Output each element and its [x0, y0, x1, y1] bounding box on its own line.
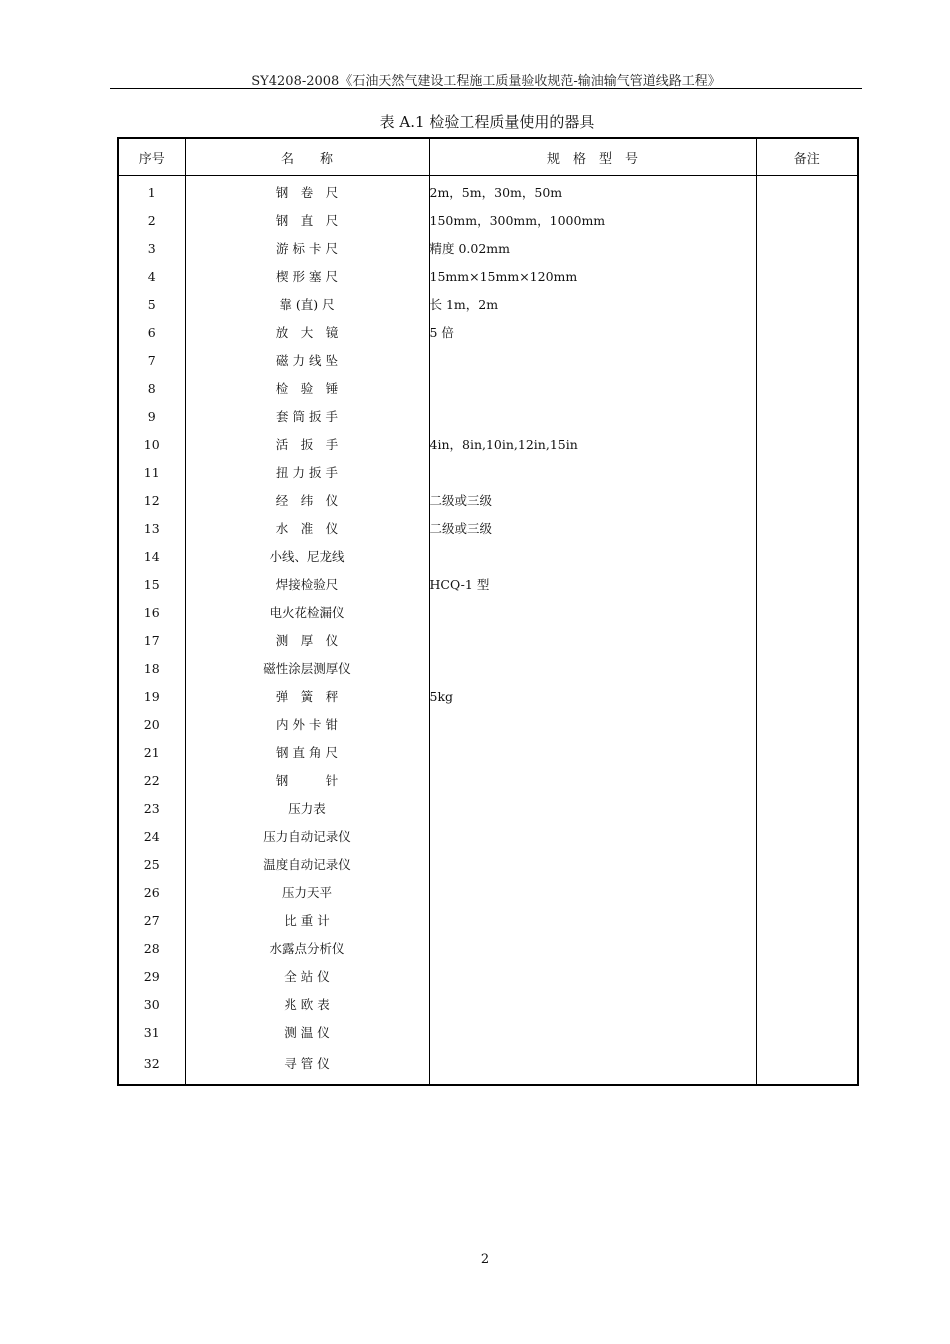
column-header-spec: 规 格 型 号 — [429, 138, 756, 176]
row-note — [756, 794, 858, 822]
row-note — [756, 598, 858, 626]
row-number: 7 — [118, 346, 185, 374]
table-row — [118, 962, 858, 990]
row-note — [756, 570, 858, 598]
instrument-name: 检 验 锤 — [185, 374, 429, 402]
instrument-spec — [429, 374, 756, 402]
row-note — [756, 934, 858, 962]
instrument-name: 全 站 仪 — [185, 962, 429, 990]
row-number: 15 — [118, 570, 185, 598]
instrument-name: 活 扳 手 — [185, 430, 429, 458]
row-note — [756, 374, 858, 402]
instrument-name: 水 准 仪 — [185, 514, 429, 542]
instrument-spec: 5 倍 — [429, 318, 756, 346]
table-body — [118, 176, 858, 1086]
row-number: 21 — [118, 738, 185, 766]
table-row — [118, 570, 858, 598]
column-header-name: 名 称 — [185, 138, 429, 176]
row-note — [756, 626, 858, 654]
instrument-name: 小线、尼龙线 — [185, 542, 429, 570]
instrument-name: 磁 力 线 坠 — [185, 346, 429, 374]
row-note — [756, 962, 858, 990]
instrument-name: 游 标 卡 尺 — [185, 234, 429, 262]
instrument-name: 压力自动记录仪 — [185, 822, 429, 850]
instrument-spec — [429, 794, 756, 822]
table-header-row — [118, 138, 858, 176]
instrument-spec — [429, 1018, 756, 1046]
table-row — [118, 990, 858, 1018]
instrument-name: 楔 形 塞 尺 — [185, 262, 429, 290]
row-note — [756, 738, 858, 766]
table-row — [118, 176, 858, 207]
instrument-name: 弹 簧 秤 — [185, 682, 429, 710]
row-note — [756, 514, 858, 542]
instrument-name: 兆 欧 表 — [185, 990, 429, 1018]
table-row — [118, 486, 858, 514]
table-row — [118, 598, 858, 626]
instrument-name: 套 筒 扳 手 — [185, 402, 429, 430]
instrument-spec — [429, 738, 756, 766]
row-note — [756, 990, 858, 1018]
instrument-spec — [429, 822, 756, 850]
table-row — [118, 542, 858, 570]
instrument-spec — [429, 710, 756, 738]
row-note — [756, 766, 858, 794]
table-row — [118, 430, 858, 458]
page-number: 2 — [480, 1252, 490, 1267]
instrument-spec — [429, 766, 756, 794]
instrument-name: 钢 直 角 尺 — [185, 738, 429, 766]
row-note — [756, 654, 858, 682]
row-number: 18 — [118, 654, 185, 682]
row-note — [756, 1046, 858, 1085]
instrument-name: 水露点分析仪 — [185, 934, 429, 962]
row-number: 28 — [118, 934, 185, 962]
instrument-spec: 精度 0.02mm — [429, 234, 756, 262]
row-note — [756, 176, 858, 207]
row-number: 17 — [118, 626, 185, 654]
instrument-spec — [429, 962, 756, 990]
instrument-name: 钢 针 — [185, 766, 429, 794]
row-note — [756, 822, 858, 850]
instrument-spec: 15mm×15mm×120mm — [429, 262, 756, 290]
instrument-name: 扭 力 扳 手 — [185, 458, 429, 486]
instrument-name: 焊接检验尺 — [185, 570, 429, 598]
table-row — [118, 738, 858, 766]
instrument-spec — [429, 542, 756, 570]
tools-table — [117, 137, 859, 1086]
instrument-spec — [429, 850, 756, 878]
row-number: 13 — [118, 514, 185, 542]
table-row — [118, 234, 858, 262]
column-header-note: 备注 — [756, 138, 858, 176]
instrument-spec: 2m，5m，30m，50m — [429, 176, 756, 207]
table-row — [118, 878, 858, 906]
instrument-spec — [429, 990, 756, 1018]
table-row — [118, 822, 858, 850]
row-note — [756, 850, 858, 878]
instrument-name: 经 纬 仪 — [185, 486, 429, 514]
row-number: 1 — [118, 176, 185, 207]
header-rule — [110, 88, 862, 89]
row-number: 20 — [118, 710, 185, 738]
row-note — [756, 290, 858, 318]
row-number: 6 — [118, 318, 185, 346]
instrument-spec: 长 1m，2m — [429, 290, 756, 318]
table-row — [118, 318, 858, 346]
row-number: 31 — [118, 1018, 185, 1046]
row-note — [756, 206, 858, 234]
table-row — [118, 206, 858, 234]
row-note — [756, 878, 858, 906]
row-note — [756, 262, 858, 290]
instrument-spec — [429, 654, 756, 682]
instrument-name: 温度自动记录仪 — [185, 850, 429, 878]
row-number: 12 — [118, 486, 185, 514]
instrument-spec — [429, 626, 756, 654]
row-note — [756, 682, 858, 710]
instrument-spec — [429, 1046, 756, 1085]
table-row — [118, 654, 858, 682]
table-row — [118, 682, 858, 710]
row-number: 2 — [118, 206, 185, 234]
row-number: 14 — [118, 542, 185, 570]
row-note — [756, 234, 858, 262]
table-caption: 表 A.1 检验工程质量使用的器具 — [379, 113, 595, 131]
instrument-name: 压力天平 — [185, 878, 429, 906]
row-note — [756, 402, 858, 430]
instrument-spec: 4in，8in,10in,12in,15in — [429, 430, 756, 458]
table-row — [118, 794, 858, 822]
table-row — [118, 290, 858, 318]
row-number: 32 — [118, 1046, 185, 1085]
table-row — [118, 346, 858, 374]
instrument-spec — [429, 934, 756, 962]
row-number: 26 — [118, 878, 185, 906]
row-number: 29 — [118, 962, 185, 990]
instrument-name: 寻 管 仪 — [185, 1046, 429, 1085]
instrument-name: 磁性涂层测厚仪 — [185, 654, 429, 682]
page-header: SY4208-2008《石油天然气建设工程施工质量验收规范-输油输气管道线路工程》 — [251, 74, 721, 89]
row-number: 19 — [118, 682, 185, 710]
row-note — [756, 906, 858, 934]
table-row — [118, 402, 858, 430]
instrument-spec — [429, 906, 756, 934]
instrument-spec: 150mm，300mm，1000mm — [429, 206, 756, 234]
row-number: 10 — [118, 430, 185, 458]
row-number: 23 — [118, 794, 185, 822]
row-note — [756, 1018, 858, 1046]
table-row — [118, 1018, 858, 1046]
row-number: 22 — [118, 766, 185, 794]
row-number: 4 — [118, 262, 185, 290]
row-number: 27 — [118, 906, 185, 934]
instrument-name: 压力表 — [185, 794, 429, 822]
instrument-spec — [429, 458, 756, 486]
instrument-name: 钢 直 尺 — [185, 206, 429, 234]
row-note — [756, 430, 858, 458]
row-number: 8 — [118, 374, 185, 402]
table-row — [118, 766, 858, 794]
instrument-spec: 二级或三级 — [429, 486, 756, 514]
row-note — [756, 710, 858, 738]
table-row — [118, 906, 858, 934]
row-note — [756, 458, 858, 486]
table-row — [118, 850, 858, 878]
instrument-name: 测 厚 仪 — [185, 626, 429, 654]
table-row — [118, 710, 858, 738]
instrument-spec: 5kg — [429, 682, 756, 710]
row-number: 11 — [118, 458, 185, 486]
instrument-spec — [429, 402, 756, 430]
table-row — [118, 374, 858, 402]
instrument-spec: 二级或三级 — [429, 514, 756, 542]
instrument-spec — [429, 598, 756, 626]
table-row — [118, 934, 858, 962]
row-number: 3 — [118, 234, 185, 262]
table-row — [118, 262, 858, 290]
instrument-name: 电火花检漏仪 — [185, 598, 429, 626]
row-note — [756, 542, 858, 570]
row-number: 24 — [118, 822, 185, 850]
instrument-spec — [429, 346, 756, 374]
instrument-name: 内 外 卡 钳 — [185, 710, 429, 738]
table-row — [118, 458, 858, 486]
instrument-spec: HCQ-1 型 — [429, 570, 756, 598]
instrument-name: 比 重 计 — [185, 906, 429, 934]
row-note — [756, 318, 858, 346]
instrument-name: 钢 卷 尺 — [185, 176, 429, 207]
table-row — [118, 626, 858, 654]
column-header-no: 序号 — [118, 138, 185, 176]
instrument-name: 靠 (直) 尺 — [185, 290, 429, 318]
row-number: 30 — [118, 990, 185, 1018]
instrument-name: 测 温 仪 — [185, 1018, 429, 1046]
instrument-name: 放 大 镜 — [185, 318, 429, 346]
row-note — [756, 346, 858, 374]
table-row — [118, 514, 858, 542]
row-number: 5 — [118, 290, 185, 318]
row-number: 16 — [118, 598, 185, 626]
table-row — [118, 1046, 858, 1085]
row-number: 9 — [118, 402, 185, 430]
instrument-spec — [429, 878, 756, 906]
row-note — [756, 486, 858, 514]
row-number: 25 — [118, 850, 185, 878]
